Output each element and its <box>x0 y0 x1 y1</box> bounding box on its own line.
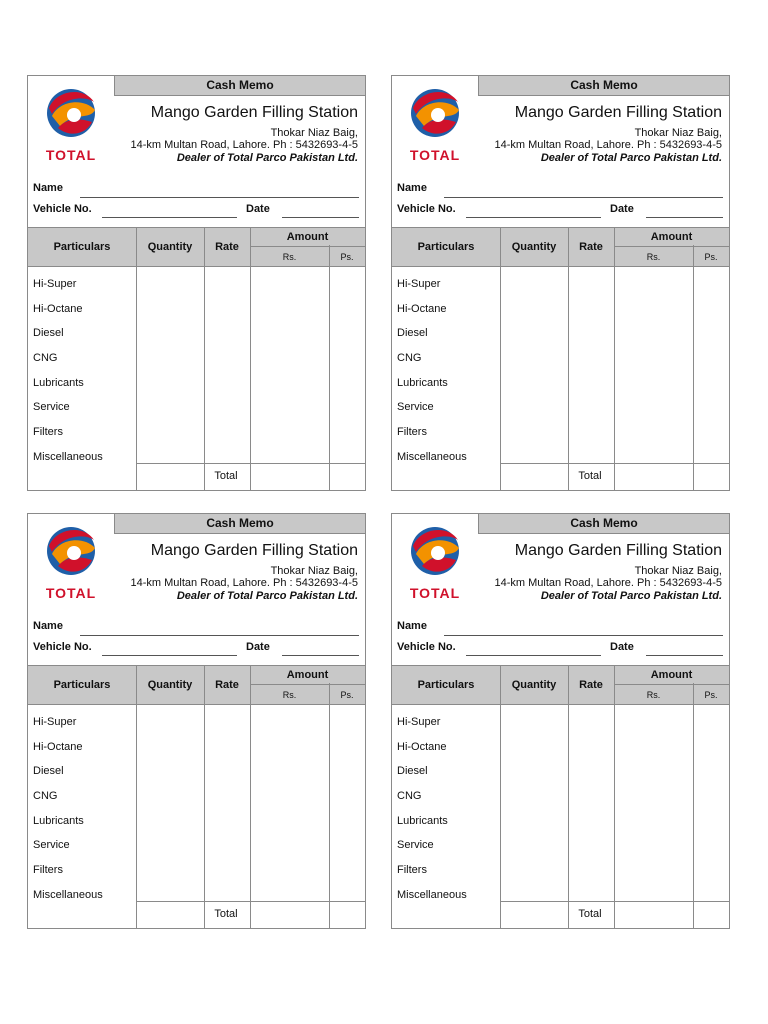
col-quantity: Quantity <box>511 241 557 253</box>
item-label: Hi-Super <box>397 716 441 728</box>
address-line-1: Thokar Niaz Baig, <box>634 565 722 577</box>
date-field[interactable] <box>646 217 723 218</box>
dealer-line: Dealer of Total Parco Pakistan Ltd. <box>176 152 358 164</box>
col-particulars: Particulars <box>417 679 475 691</box>
name-label: Name <box>33 620 63 632</box>
date-label: Date <box>610 203 634 215</box>
table-header <box>28 665 365 705</box>
cash-memo-form <box>27 513 366 929</box>
name-label: Name <box>33 182 63 194</box>
item-label: Service <box>397 401 434 413</box>
item-label: Hi-Octane <box>33 741 83 753</box>
address-line-1: Thokar Niaz Baig, <box>270 565 358 577</box>
col-amount: Amount <box>650 669 693 681</box>
item-label: Miscellaneous <box>397 889 467 901</box>
item-label: Diesel <box>33 327 64 339</box>
items-table <box>392 665 729 928</box>
total-label: Total <box>214 908 238 920</box>
col-particulars: Particulars <box>53 241 111 253</box>
col-ps: Ps. <box>704 690 718 700</box>
item-label: Hi-Super <box>397 278 441 290</box>
items-table <box>28 665 365 928</box>
col-rate: Rate <box>579 241 603 253</box>
col-amount: Amount <box>650 231 693 243</box>
total-rs-field[interactable] <box>250 902 329 928</box>
total-label: Total <box>214 470 238 482</box>
col-rs: Rs. <box>282 252 297 262</box>
station-name: Mango Garden Filling Station <box>514 542 722 559</box>
item-label: CNG <box>33 352 58 364</box>
item-label: Service <box>397 839 434 851</box>
dealer-line: Dealer of Total Parco Pakistan Ltd. <box>540 590 722 602</box>
col-quantity: Quantity <box>511 679 557 691</box>
table-header <box>28 227 365 267</box>
item-label: Filters <box>397 864 427 876</box>
table-header <box>392 227 729 267</box>
date-label: Date <box>610 641 634 653</box>
col-ps: Ps. <box>340 252 354 262</box>
name-label: Name <box>397 620 427 632</box>
address-line-2: 14-km Multan Road, Lahore. Ph : 5432693-4-5 <box>494 577 722 589</box>
brand-wordmark: TOTAL <box>45 585 97 600</box>
col-quantity: Quantity <box>147 241 193 253</box>
name-field[interactable] <box>444 197 723 198</box>
total-logo <box>40 520 102 600</box>
total-logo-icon <box>40 82 102 162</box>
col-rate: Rate <box>215 679 239 691</box>
col-rs: Rs. <box>282 690 297 700</box>
item-label: Miscellaneous <box>397 451 467 463</box>
item-label: Filters <box>33 426 63 438</box>
station-name: Mango Garden Filling Station <box>150 104 358 121</box>
dealer-line: Dealer of Total Parco Pakistan Ltd. <box>176 590 358 602</box>
vehicle-label: Vehicle No. <box>397 203 456 215</box>
total-ps-field[interactable] <box>330 902 365 928</box>
item-label: Lubricants <box>397 377 448 389</box>
address-line-2: 14-km Multan Road, Lahore. Ph : 5432693-4-5 <box>494 139 722 151</box>
total-label: Total <box>578 908 602 920</box>
cash-memo-form <box>391 513 730 929</box>
brand-wordmark: TOTAL <box>409 585 461 600</box>
items-table <box>392 227 729 490</box>
item-label: Miscellaneous <box>33 889 103 901</box>
total-rs-field[interactable] <box>614 902 693 928</box>
item-label: CNG <box>33 790 58 802</box>
vehicle-field[interactable] <box>102 217 237 218</box>
total-ps-field[interactable] <box>330 464 365 490</box>
dealer-line: Dealer of Total Parco Pakistan Ltd. <box>540 152 722 164</box>
station-name: Mango Garden Filling Station <box>150 542 358 559</box>
col-rate: Rate <box>579 679 603 691</box>
item-label: Service <box>33 401 70 413</box>
total-ps-field[interactable] <box>694 902 729 928</box>
cash-memo-title: Cash Memo <box>114 76 365 96</box>
cash-memo-title: Cash Memo <box>478 514 729 534</box>
col-particulars: Particulars <box>53 679 111 691</box>
date-field[interactable] <box>282 217 359 218</box>
total-logo <box>404 520 466 600</box>
item-label: Lubricants <box>33 815 84 827</box>
vehicle-field[interactable] <box>466 655 601 656</box>
item-label: Diesel <box>33 765 64 777</box>
total-logo-icon <box>40 520 102 600</box>
date-label: Date <box>246 641 270 653</box>
item-label: Hi-Octane <box>33 303 83 315</box>
vehicle-field[interactable] <box>102 655 237 656</box>
cash-memo-title: Cash Memo <box>478 76 729 96</box>
cash-memo-form <box>27 75 366 491</box>
col-amount: Amount <box>286 231 329 243</box>
col-ps: Ps. <box>704 252 718 262</box>
total-label: Total <box>578 470 602 482</box>
col-particulars: Particulars <box>417 241 475 253</box>
date-field[interactable] <box>646 655 723 656</box>
date-label: Date <box>246 203 270 215</box>
brand-wordmark: TOTAL <box>409 147 461 162</box>
item-label: Lubricants <box>397 815 448 827</box>
total-logo <box>404 82 466 162</box>
total-rs-field[interactable] <box>614 464 693 490</box>
items-table <box>28 227 365 490</box>
total-rs-field[interactable] <box>250 464 329 490</box>
total-logo-icon <box>404 82 466 162</box>
date-field[interactable] <box>282 655 359 656</box>
item-label: CNG <box>397 352 422 364</box>
cash-memo-title: Cash Memo <box>114 514 365 534</box>
brand-wordmark: TOTAL <box>45 147 97 162</box>
item-label: Lubricants <box>33 377 84 389</box>
total-logo <box>40 82 102 162</box>
col-rate: Rate <box>215 241 239 253</box>
item-label: Filters <box>397 426 427 438</box>
item-label: Service <box>33 839 70 851</box>
item-label: CNG <box>397 790 422 802</box>
col-amount: Amount <box>286 669 329 681</box>
item-label: Hi-Octane <box>397 741 447 753</box>
col-rs: Rs. <box>646 690 661 700</box>
item-label: Diesel <box>397 765 428 777</box>
cash-memo-form <box>391 75 730 491</box>
station-name: Mango Garden Filling Station <box>514 104 722 121</box>
vehicle-label: Vehicle No. <box>33 203 92 215</box>
item-label: Miscellaneous <box>33 451 103 463</box>
col-ps: Ps. <box>340 690 354 700</box>
total-logo-icon <box>404 520 466 600</box>
address-line-2: 14-km Multan Road, Lahore. Ph : 5432693-4-5 <box>130 139 358 151</box>
item-label: Filters <box>33 864 63 876</box>
address-line-1: Thokar Niaz Baig, <box>634 127 722 139</box>
address-line-1: Thokar Niaz Baig, <box>270 127 358 139</box>
item-label: Hi-Super <box>33 716 77 728</box>
name-label: Name <box>397 182 427 194</box>
item-label: Diesel <box>397 327 428 339</box>
address-line-2: 14-km Multan Road, Lahore. Ph : 5432693-4-5 <box>130 577 358 589</box>
vehicle-label: Vehicle No. <box>33 641 92 653</box>
col-quantity: Quantity <box>147 679 193 691</box>
vehicle-field[interactable] <box>466 217 601 218</box>
table-header <box>392 665 729 705</box>
col-rs: Rs. <box>646 252 661 262</box>
name-field[interactable] <box>80 197 359 198</box>
name-field[interactable] <box>80 635 359 636</box>
name-field[interactable] <box>444 635 723 636</box>
vehicle-label: Vehicle No. <box>397 641 456 653</box>
item-label: Hi-Octane <box>397 303 447 315</box>
total-ps-field[interactable] <box>694 464 729 490</box>
item-label: Hi-Super <box>33 278 77 290</box>
